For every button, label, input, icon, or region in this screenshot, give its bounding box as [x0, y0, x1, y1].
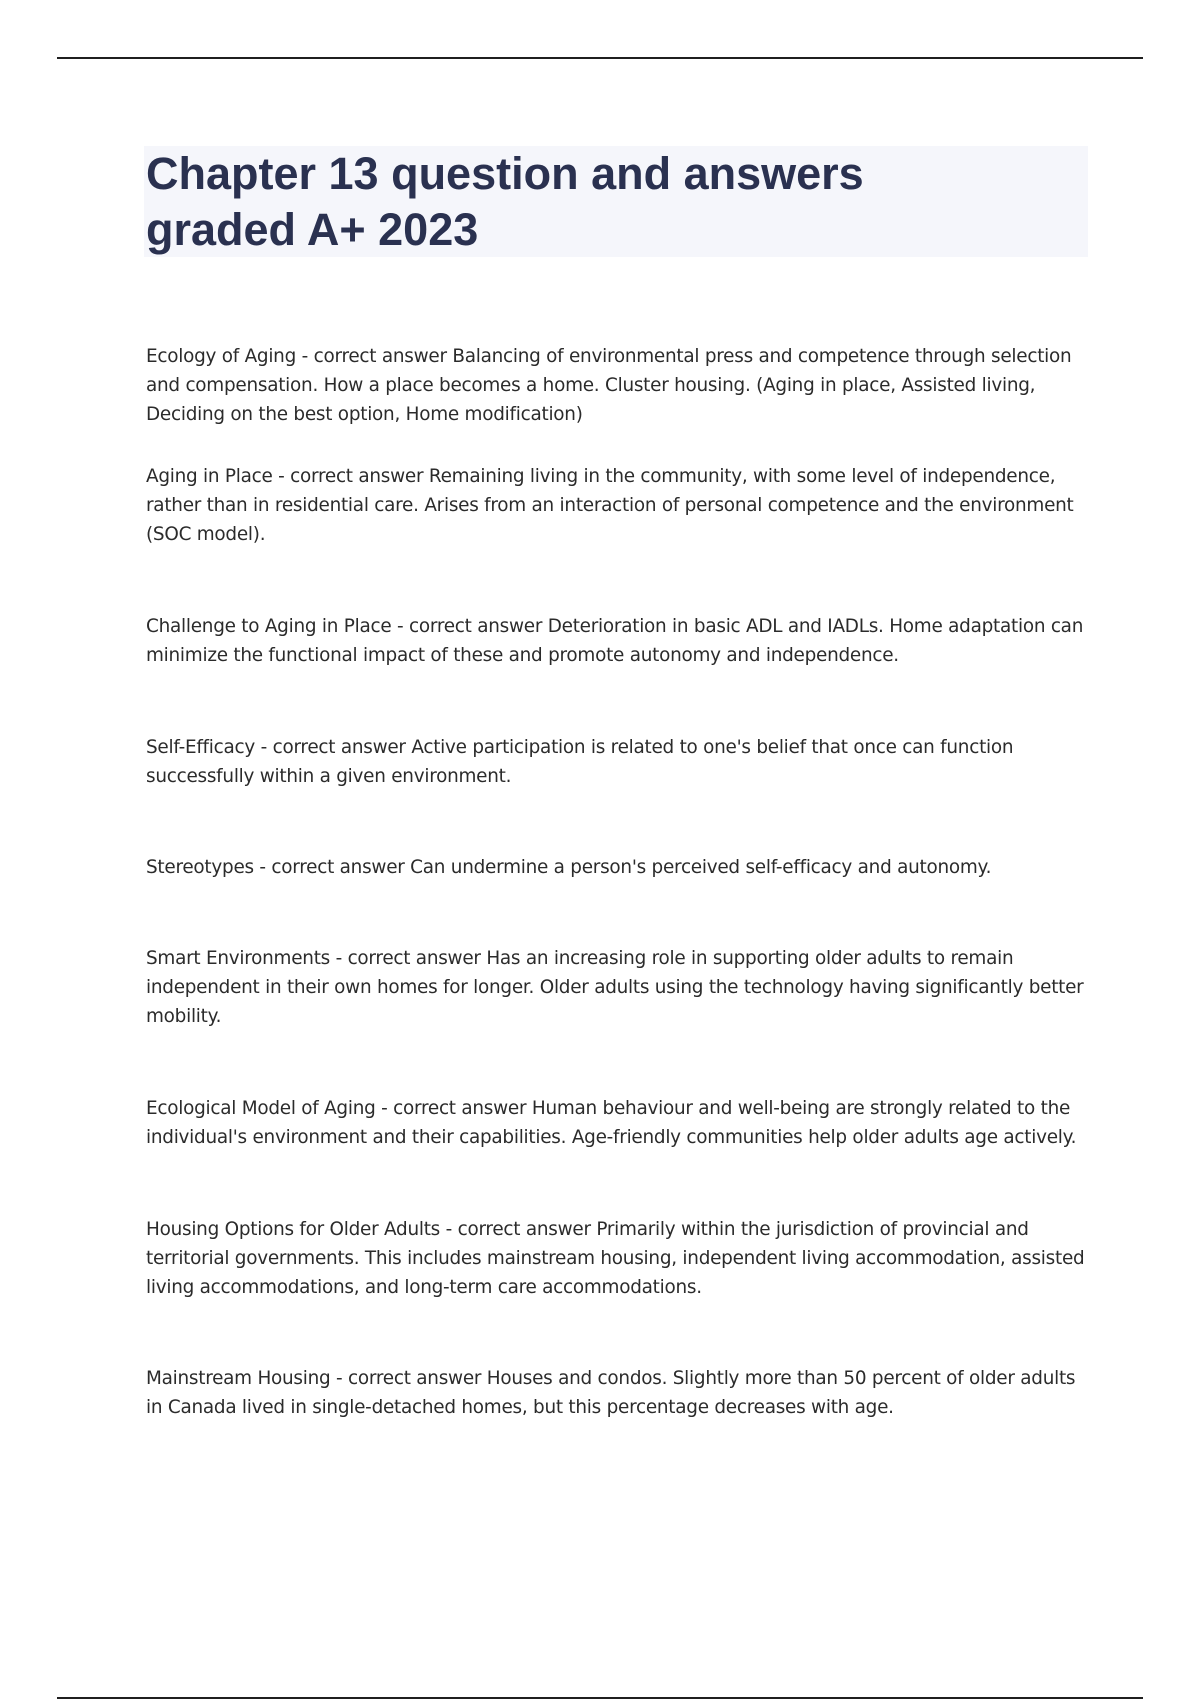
qa-list	[146, 342, 1090, 1422]
qa-item-self-efficacy: Self-Efficacy - correct answer Active participation is related to one's belief that once can function successfully within a given environment.	[146, 737, 1014, 787]
qa-item-ecological-model-of-aging: Ecological Model of Aging - correct answer Human behaviour and well-being are strongly related to the individual's environment and their capabilities. Age-friendly communities help older adults age actively.	[146, 1098, 1077, 1148]
title-banner	[144, 146, 1088, 257]
qa-item-challenge-to-aging-in-place: Challenge to Aging in Place - correct answer Deterioration in basic ADL and IADLs. Home adaptation can minimize the functional impact of these and promote autonomy and independence.	[146, 616, 1084, 666]
qa-item-stereotypes: Stereotypes - correct answer Can undermine a person's perceived self-efficacy and autonomy.	[146, 857, 992, 878]
qa-item-ecology-of-aging: Ecology of Aging - correct answer Balancing of environmental press and competence through selection and compensation. How a place becomes a home. Cluster housing. (Aging in place, Assisted living, Deciding on the best option, Home modification)	[146, 346, 1072, 425]
bottom-rule	[57, 1697, 1143, 1699]
page-title: Chapter 13 question and answers graded A+ 2023	[146, 148, 864, 255]
qa-item-smart-environments: Smart Environments - correct answer Has an increasing role in supporting older adults to remain independent in their own homes for longer. Older adults using the technology having significantly better mobility.	[146, 948, 1084, 1027]
qa-item-housing-options: Housing Options for Older Adults - correct answer Primarily within the jurisdiction of provincial and territorial governments. This includes mainstream housing, independent living accommodation, assisted living accommodations, and long-term care accommodations.	[146, 1219, 1085, 1298]
top-rule	[57, 57, 1143, 59]
qa-item-aging-in-place: Aging in Place - correct answer Remaining living in the community, with some level of independence, rather than in residential care. Arises from an interaction of personal competence and the environment (SOC model).	[146, 466, 1074, 545]
qa-item-mainstream-housing: Mainstream Housing - correct answer Houses and condos. Slightly more than 50 percent of older adults in Canada lived in single-detached homes, but this percentage decreases with age.	[146, 1368, 1076, 1418]
